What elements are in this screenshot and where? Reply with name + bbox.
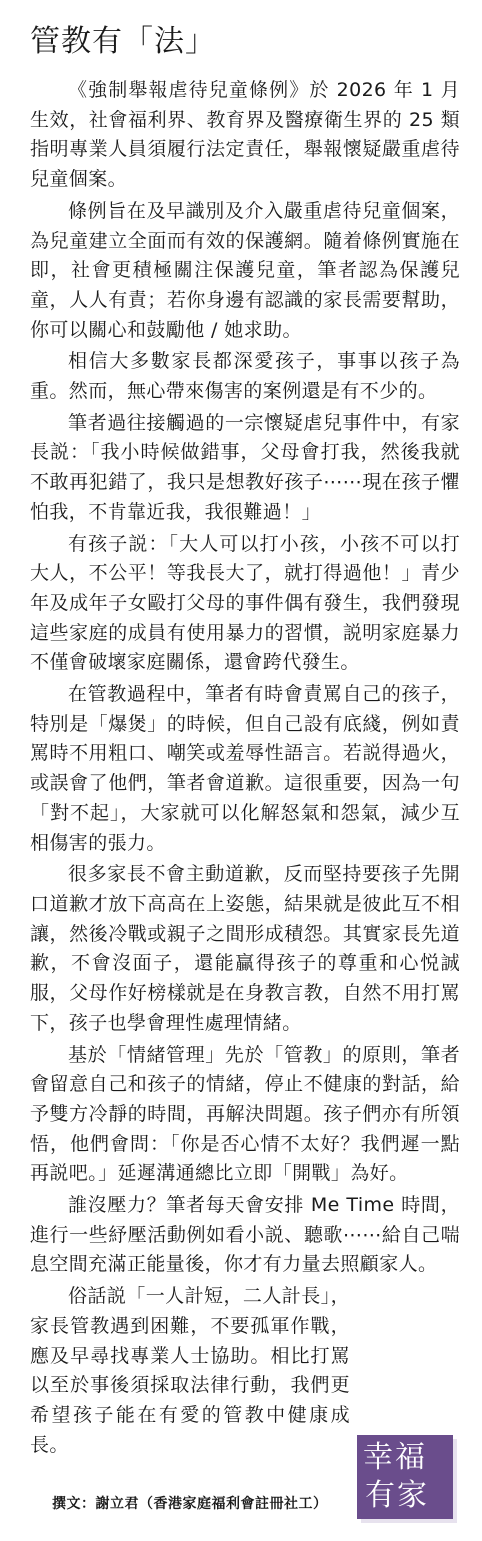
article-paragraph: 誰沒壓力？筆者每天會安排 Me Time 時間，進行一些紓壓活動例如看小説、聽歌⋯⋯給自己喘息空間充滿正能量後，你才有力量去照顧家人。 bbox=[30, 1194, 460, 1276]
article-paragraph: 筆者過往接觸過的一宗懷疑虐兒事件中，有家長説：「我小時候做錯事，父母會打我，然後我就不敢再犯錯了，我只是想教好孩子⋯⋯現在孩子懼怕我，不肯靠近我，我很難過！」 bbox=[30, 411, 460, 523]
column-logo bbox=[357, 1435, 453, 1519]
article-paragraph: 很多家長不會主動道歉，反而堅持要孩子先開口道歉才放下高高在上姿態，結果就是彼此互不相讓，然後冷戰或親子之間形成積怨。其實家長先道歉，不會沒面子，還能贏得孩子的尊重和心悦誠服，父母作好榜樣就是在身教言教，自然不用打罵下，孩子也學會理性處理情緒。 bbox=[30, 863, 460, 1034]
article-paragraph: 有孩子説：「大人可以打小孩，小孩不可以打大人，不公平！等我長大了，就打得過他！」青少年及成年子女毆打父母的事件偶有發生，我們發現這些家庭的成員有使用暴力的習慣，説明家庭暴力不僅會破壞家庭關係，還會跨代發生。 bbox=[30, 532, 460, 674]
article bbox=[30, 22, 460, 1462]
column-logo-line2: 有家 bbox=[365, 1478, 429, 1513]
author-byline: 撰文：謝立君（香港家庭福利會註冊社工） bbox=[52, 1496, 328, 1512]
article-paragraph: 《強制舉報虐待兒童條例》於 2026 年 1 月生效，社會福利界、教育界及醫療衛生界的 25 類指明專業人員須履行法定責任，舉報懷疑嚴重虐待兒童個案。 bbox=[30, 79, 460, 191]
article-paragraph: 基於「情緒管理」先於「管教」的原則，筆者會留意自己和孩子的情緒，停止不健康的對話，給予雙方冷靜的時間，再解決問題。孩子們亦有所領悟，他們會問：「你是否心情不太好？我們遲一點再説吧。」延遲溝通總比立即「開戰」為好。 bbox=[30, 1043, 460, 1185]
article-title: 管教有「法」 bbox=[30, 24, 216, 59]
article-paragraph: 在管教過程中，筆者有時會責罵自己的孩子，特別是「爆煲」的時候，但自己設有底綫，例如責罵時不用粗口、嘲笑或羞辱性語言。若説得過火，或誤會了他們，筆者會道歉。這很重要，因為一句「對不起」，大家就可以化解怒氣和怨氣，減少互相傷害的張力。 bbox=[30, 683, 460, 854]
article-paragraph: 條例旨在及早識別及介入嚴重虐待兒童個案，為兒童建立全面而有效的保護網。隨着條例實施在即，社會更積極關注保護兒童，筆者認為保護兒童，人人有責；若你身邊有認識的家長需要幫助，你可以關心和鼓勵他 / 她求助。 bbox=[30, 199, 460, 341]
article-paragraph: 俗話説「一人計短，二人計長」，家長管教遇到困難，不要孤軍作戰，應及早尋找專業人士協助。相比打罵以至於事後須採取法律行動，我們更希望孩子能在有愛的管教中健康成長。 bbox=[30, 1285, 350, 1456]
article-paragraph: 相信大多數家長都深愛孩子，事事以孩子為重。然而，無心帶來傷害的案例還是有不少的。 bbox=[30, 350, 460, 403]
column-logo-line1: 幸福 bbox=[363, 1440, 427, 1475]
